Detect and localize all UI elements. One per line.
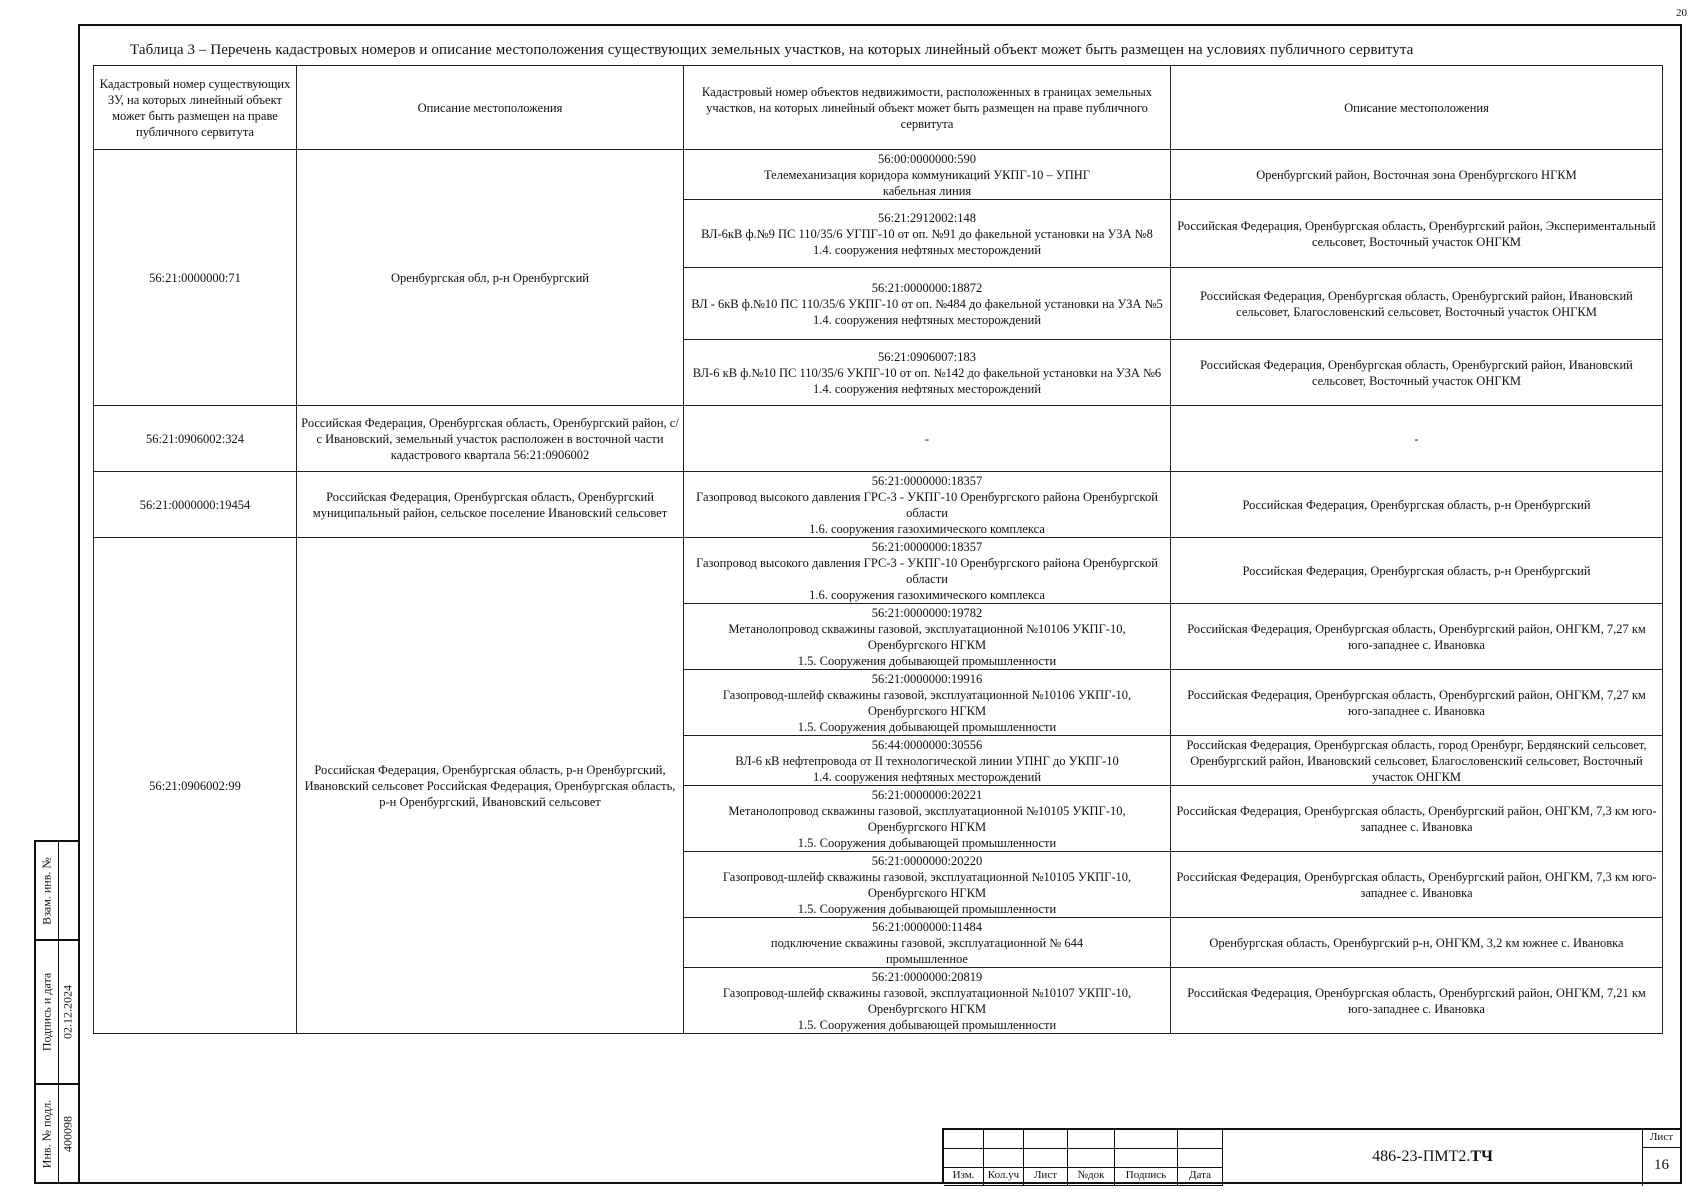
object-cell <box>684 538 1171 604</box>
object-text: ВЛ-6 кВ ф.№10 ПС 110/35/6 УКПГ-10 от оп. №142 до факельной установки на УЗА №6 <box>692 365 1162 380</box>
sidebar-signature <box>34 939 78 1085</box>
land-location-cell: Оренбургская обл, р-н Оренбургский <box>297 150 684 406</box>
object-purpose: промышленное <box>885 951 968 966</box>
header-object-number: Кадастровый номер объектов недвижимости, расположенных в границах земельных участков, на которых линейный объект может быть размещен на праве публичного сервитута <box>684 66 1171 150</box>
object-text: подключение скважины газовой, эксплуатационной № 644 <box>770 935 1084 950</box>
object-cell <box>684 340 1171 406</box>
table-row <box>94 150 1663 200</box>
object-location-cell: Российская Федерация, Оренбургская область, Оренбургский район, Ивановский сельсовет, Восточный участок ОНГКМ <box>1171 340 1663 406</box>
object-cell <box>684 268 1171 340</box>
object-cell <box>684 604 1171 670</box>
table-row <box>94 472 1663 538</box>
table-header-row <box>94 66 1663 150</box>
stamp-label-data: Дата <box>1178 1168 1223 1186</box>
object-text: ВЛ-6 кВ нефтепровода от II технологической линии УПНГ до УКПГ-10 <box>735 753 1119 768</box>
stamp-label-list: Лист <box>1024 1168 1068 1186</box>
object-text: Газопровод высокого давления ГРС-3 - УКПГ-10 Оренбургского района Оренбургской области <box>696 555 1158 586</box>
object-number: 56:44:0000000:30556 <box>871 737 983 752</box>
land-location-cell: Российская Федерация, Оренбургская область, Оренбургский район, с/с Ивановский, земельный участок расположен в восточной части кадастрового квартала 56:21:0906002 <box>297 406 684 472</box>
object-cell <box>684 918 1171 968</box>
object-text: Газопровод-шлейф скважины газовой, эксплуатационной №10107 УКПГ-10, Оренбургского НГКМ <box>722 985 1132 1016</box>
object-text: Газопровод-шлейф скважины газовой, эксплуатационной №10106 УКПГ-10, Оренбургского НГКМ <box>722 687 1132 718</box>
object-location-cell: Российская Федерация, Оренбургская область, р-н Оренбургский <box>1171 472 1663 538</box>
object-purpose: 1.5. Сооружения добывающей промышленности <box>797 719 1057 734</box>
object-location-cell: Российская Федерация, Оренбургская область, Оренбургский район, ОНГКМ, 7,3 км юго-западнее с. Ивановка <box>1171 786 1663 852</box>
sign-date: 02.12.2024 <box>60 985 75 1039</box>
object-location-cell: Российская Федерация, Оренбургская область, Оренбургский район, Ивановский сельсовет, Благословенский сельсовет, Восточный участок ОНГКМ <box>1171 268 1663 340</box>
object-cell <box>684 200 1171 268</box>
cadastral-number-cell: 56:21:0000000:19454 <box>94 472 297 538</box>
document-code: 486-23-ПМТ2.ТЧ <box>1372 1148 1493 1165</box>
object-number: 56:21:0000000:20221 <box>871 787 983 802</box>
object-number: 56:21:0000000:19916 <box>871 671 983 686</box>
object-purpose: 1.4. сооружения нефтяных месторождений <box>812 242 1042 257</box>
object-location-cell: - <box>1171 406 1663 472</box>
object-number: 56:21:0000000:19782 <box>871 605 983 620</box>
header-object-location: Описание местоположения <box>1171 66 1663 150</box>
table-row <box>94 406 1663 472</box>
object-cell <box>684 150 1171 200</box>
object-location-cell: Российская Федерация, Оренбургская область, Оренбургский район, ОНГКМ, 7,3 км юго-западнее с. Ивановка <box>1171 852 1663 918</box>
object-text: ВЛ - 6кВ ф.№10 ПС 110/35/6 УКПГ-10 от оп. №484 до факельной установки на УЗА №5 <box>691 296 1163 311</box>
object-cell <box>684 786 1171 852</box>
page-number: 20 <box>1676 7 1687 19</box>
object-text: Телемеханизация коридора коммуникаций УКПГ-10 – УПНГ <box>764 167 1090 182</box>
object-text: Газопровод-шлейф скважины газовой, эксплуатационной №10105 УКПГ-10, Оренбургского НГКМ <box>722 869 1132 900</box>
object-purpose: 1.5. Сооружения добывающей промышленности <box>797 901 1057 916</box>
object-purpose: 1.5. Сооружения добывающей промышленности <box>797 835 1057 850</box>
land-location-cell: Российская Федерация, Оренбургская область, Оренбургский муниципальный район, сельское поселение Ивановский сельсовет <box>297 472 684 538</box>
inv-label: Инв. № подл. <box>39 1099 54 1168</box>
land-location-cell: Российская Федерация, Оренбургская область, р-н Оренбургский, Ивановский сельсовет Российская Федерация, Оренбургская область, р-н Оренбургский, Ивановский сельсовет <box>297 538 684 1034</box>
vzam-label: Взам. инв. № <box>39 856 54 925</box>
document-code-cell <box>1223 1130 1643 1186</box>
object-purpose: 1.6. сооружения газохимического комплекса <box>809 521 1045 536</box>
object-cell <box>684 670 1171 736</box>
header-location: Описание местоположения <box>297 66 684 150</box>
object-location-cell: Оренбургский район, Восточная зона Оренбургского НГКМ <box>1171 150 1663 200</box>
object-cell <box>684 852 1171 918</box>
object-location-cell: Российская Федерация, Оренбургская область, город Оренбург, Бердянский сельсовет, Оренбургский район, Ивановский сельсовет, Благословенский сельсовет, Восточный участок ОНГКМ <box>1171 736 1663 786</box>
stamp-label-kolvo: Кол.уч <box>984 1168 1024 1186</box>
object-number: 56:21:0906007:183 <box>878 349 976 364</box>
object-number: 56:21:0000000:18357 <box>871 473 983 488</box>
cadastral-number-cell: 56:21:0906002:99 <box>94 538 297 1034</box>
stamp-label-ndok: №док <box>1068 1168 1115 1186</box>
sign-label: Подпись и дата <box>39 972 54 1052</box>
object-text: Метанолопровод скважины газовой, эксплуатационной №10106 УКПГ-10, Оренбургского НГКМ <box>728 621 1126 652</box>
sidebar-inventory <box>34 1083 78 1184</box>
object-purpose: 1.4. сооружения нефтяных месторождений <box>812 312 1042 327</box>
object-number: 56:21:0000000:18872 <box>871 280 983 295</box>
object-location-cell: Российская Федерация, Оренбургская область, Оренбургский район, ОНГКМ, 7,27 км юго-западнее с. Ивановка <box>1171 604 1663 670</box>
object-text: Газопровод высокого давления ГРС-3 - УКПГ-10 Оренбургского района Оренбургской области <box>696 489 1158 520</box>
cadastral-number-cell: 56:21:0906002:324 <box>94 406 297 472</box>
title-block <box>942 1128 1682 1184</box>
object-number: 56:00:0000000:590 <box>878 151 976 166</box>
sidebar-vzam <box>34 840 78 941</box>
object-purpose: 1.4. сооружения нефтяных месторождений <box>812 381 1042 396</box>
table-title: Таблица 3 – Перечень кадастровых номеров и описание местоположения существующих земельных участков, на которых линейный объект может быть размещен на условиях публичного сервитута <box>130 42 1414 58</box>
cadastral-number-cell: 56:21:0000000:71 <box>94 150 297 406</box>
object-purpose: кабельная линия <box>882 183 972 198</box>
object-cell <box>684 968 1171 1034</box>
object-number: 56:21:0000000:18357 <box>871 539 983 554</box>
object-number: 56:21:0000000:11484 <box>872 919 982 934</box>
object-location-cell: Российская Федерация, Оренбургская область, Оренбургский район, ОНГКМ, 7,21 км юго-западнее с. Ивановка <box>1171 968 1663 1034</box>
object-number: 56:21:0000000:20220 <box>871 853 983 868</box>
table-row <box>94 538 1663 604</box>
header-cadastral: Кадастровый номер существующих ЗУ, на которых линейный объект может быть размещен на праве публичного сервитута <box>94 66 297 150</box>
object-location-cell: Российская Федерация, Оренбургская область, р-н Оренбургский <box>1171 538 1663 604</box>
object-purpose: 1.5. Сооружения добывающей промышленности <box>797 1017 1057 1032</box>
inv-value: 400098 <box>60 1115 75 1152</box>
object-text: Метанолопровод скважины газовой, эксплуатационной №10105 УКПГ-10, Оренбургского НГКМ <box>728 803 1126 834</box>
object-cell <box>684 736 1171 786</box>
object-location-cell: Российская Федерация, Оренбургская область, Оренбургский район, ОНГКМ, 7,27 км юго-западнее с. Ивановка <box>1171 670 1663 736</box>
object-text: ВЛ-6кВ ф.№9 ПС 110/35/6 УГПГ-10 от оп. №91 до факельной установки на УЗА №8 <box>701 226 1153 241</box>
stamp-label-podpis: Подпись <box>1115 1168 1178 1186</box>
object-purpose: 1.6. сооружения газохимического комплекса <box>809 587 1045 602</box>
sheet-label: Лист <box>1643 1130 1680 1148</box>
sheet-number: 16 <box>1654 1157 1669 1173</box>
object-location-cell: Российская Федерация, Оренбургская область, Оренбургский район, Экспериментальный сельсовет, Восточный участок ОНГКМ <box>1171 200 1663 268</box>
object-text: - <box>924 431 930 446</box>
object-cell <box>684 406 1171 472</box>
stamp-label-izm: Изм. <box>944 1168 984 1186</box>
object-purpose: 1.5. Сооружения добывающей промышленности <box>797 653 1057 668</box>
object-cell <box>684 472 1171 538</box>
object-number: 56:21:0000000:20819 <box>871 969 983 984</box>
cadastral-table <box>93 65 1663 1034</box>
object-purpose: 1.4. сооружения нефтяных месторождений <box>812 769 1042 784</box>
object-number: 56:21:2912002:148 <box>878 210 976 225</box>
object-location-cell: Оренбургская область, Оренбургский р-н, ОНГКМ, 3,2 км южнее с. Ивановка <box>1171 918 1663 968</box>
